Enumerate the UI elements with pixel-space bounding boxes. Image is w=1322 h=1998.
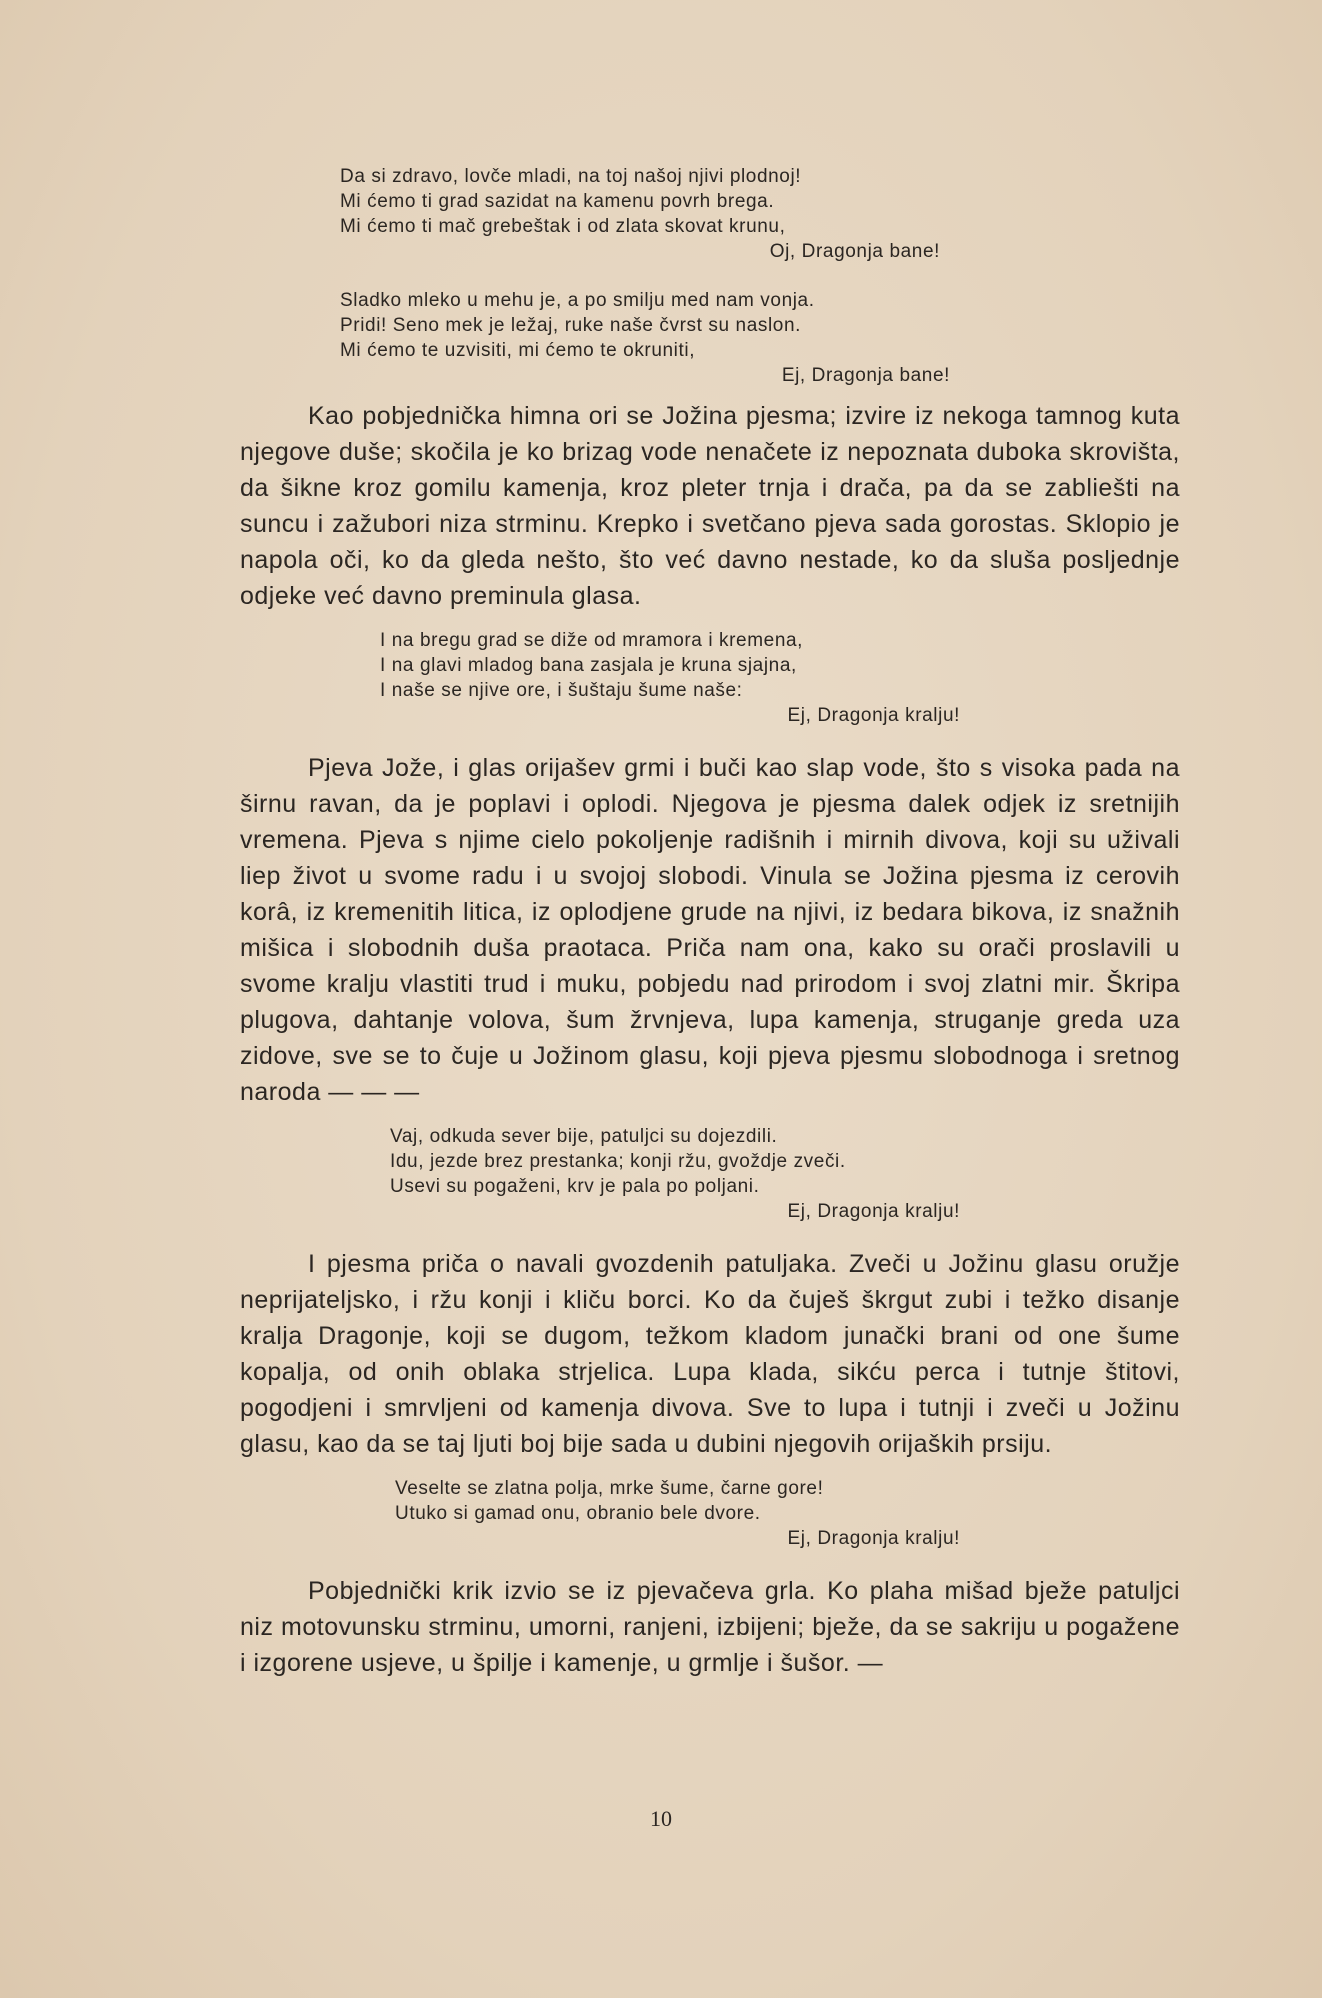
verse-line: I na glavi mladog bana zasjala je kruna sjajna, [380,655,797,676]
verse-stanza-2 [340,288,950,388]
verse-line: Utuko si gamad onu, obranio bele dvore. [395,1503,761,1524]
verse-refrain: Ej, Dragonja kralju! [787,1201,960,1222]
prose-paragraph-4: Pobjednički krik izvio se iz pjevačeva grla. Ko plaha mišad bježe patuljci niz motovunsku strminu, umorni, ranjeni, izbijeni; bježe, da se sakriju u pogažene i izgorene usjeve, u špilje i kamenje, u grmlje i šušor. — [240,1577,1180,1677]
verse-stanza-3 [380,628,960,728]
verse-stanza-1 [340,164,940,264]
prose-paragraph-2: Pjeva Jože, i glas orijašev grmi i buči kao slap vode, što s visoka pada na širnu ravan, da je poplavi i oplodi. Njegova je pjesma dalek odjek iz sretnijih vremena. Pjeva s njime cielo pokoljenje radišnih i mirnih divova, koji su uživali liep život u svome radu i u svojoj slobodi. Vinula se Jožina pjesma iz cerovih korâ, iz kremenitih litica, iz oplodjene grude na njivi, iz bedara bikova, iz snažnih mišica i slobodnih duša praotaca. Priča nam ona, kako su orači proslavili u svome kralju vlastiti trud i muku, pobjedu nad prirodom i svoj zlatni mir. Škripa plugova, dahtanje volova, šum žrvnjeva, lupa kamenja, struganje greda uza zidove, sve se to čuje u Jožinom glasu, koji pjeva pjesmu slobodnoga i sretnog naroda — — — [240,754,1180,1106]
verse-line: Mi ćemo te uzvisiti, mi ćemo te okruniti, [340,340,696,361]
verse-line: Pridi! Seno mek je ležaj, ruke naše čvrst su naslon. [340,315,802,336]
verse-line: Idu, jezde brez prestanka; konji ržu, gvoždje zveči. [390,1151,846,1172]
verse-refrain: Oj, Dragonja bane! [769,241,940,262]
prose-paragraph-1: Kao pobjednička himna ori se Jožina pjesma; izvire iz nekoga tamnog kuta njegove duše; skočila je ko brizag vode nenačete iz nepoznata duboka skrovišta, da šikne kroz gomilu kamenja, kroz pleter trnja i drača, pa da se zabliešti na suncu i zažubori niza strminu. Krepko i svetčano pjeva sada gorostas. Sklopio je napola oči, ko da gleda nešto, što već davno nestade, ko da sluša posljednje odjeke već davno preminula glasa. [240,402,1180,610]
verse-stanza-4 [390,1124,960,1224]
verse-line: Veselte se zlatna polja, mrke šume, čarne gore! [395,1478,824,1499]
verse-line: Vaj, odkuda sever bije, patuljci su dojezdili. [390,1126,778,1147]
verse-refrain: Ej, Dragonja bane! [781,365,950,386]
page-content [240,160,1180,1681]
verse-stanza-5 [395,1476,960,1551]
verse-line: I na bregu grad se diže od mramora i kremena, [380,630,804,651]
verse-refrain: Ej, Dragonja kralju! [787,1528,960,1549]
verse-line: I naše se njive ore, i šuštaju šume naše: [380,680,743,701]
verse-line: Usevi su pogaženi, krv je pala po poljani. [390,1176,760,1197]
verse-line: Sladko mleko u mehu je, a po smilju med nam vonja. [340,290,815,311]
page-number: 10 [650,1806,672,1831]
verse-line: Da si zdravo, lovče mladi, na toj našoj njivi plodnoj! [340,166,802,187]
verse-line: Mi ćemo ti mač grebeštak i od zlata skovat krunu, [340,216,786,237]
prose-paragraph-3: I pjesma priča o navali gvozdenih patuljaka. Zveči u Jožinu glasu oružje neprijateljsko, i ržu konji i kliču borci. Ko da čuješ škrgut zubi i težko disanje kralja Dragonje, koji se dugom, težkom kladom junački brani od one šume kopalja, od onih oblaka strjelica. Lupa klada, sikću perca i tutnje štitovi, pogodjeni i smrvljeni od kamenja divova. Sve to lupa i tutnji i zveči u Jožinu glasu, kao da se taj ljuti boj bije sada u dubini njegovih orijaških prsiju. [240,1250,1180,1458]
verse-line: Mi ćemo ti grad sazidat na kamenu povrh brega. [340,191,775,212]
verse-refrain: Ej, Dragonja kralju! [787,705,960,726]
